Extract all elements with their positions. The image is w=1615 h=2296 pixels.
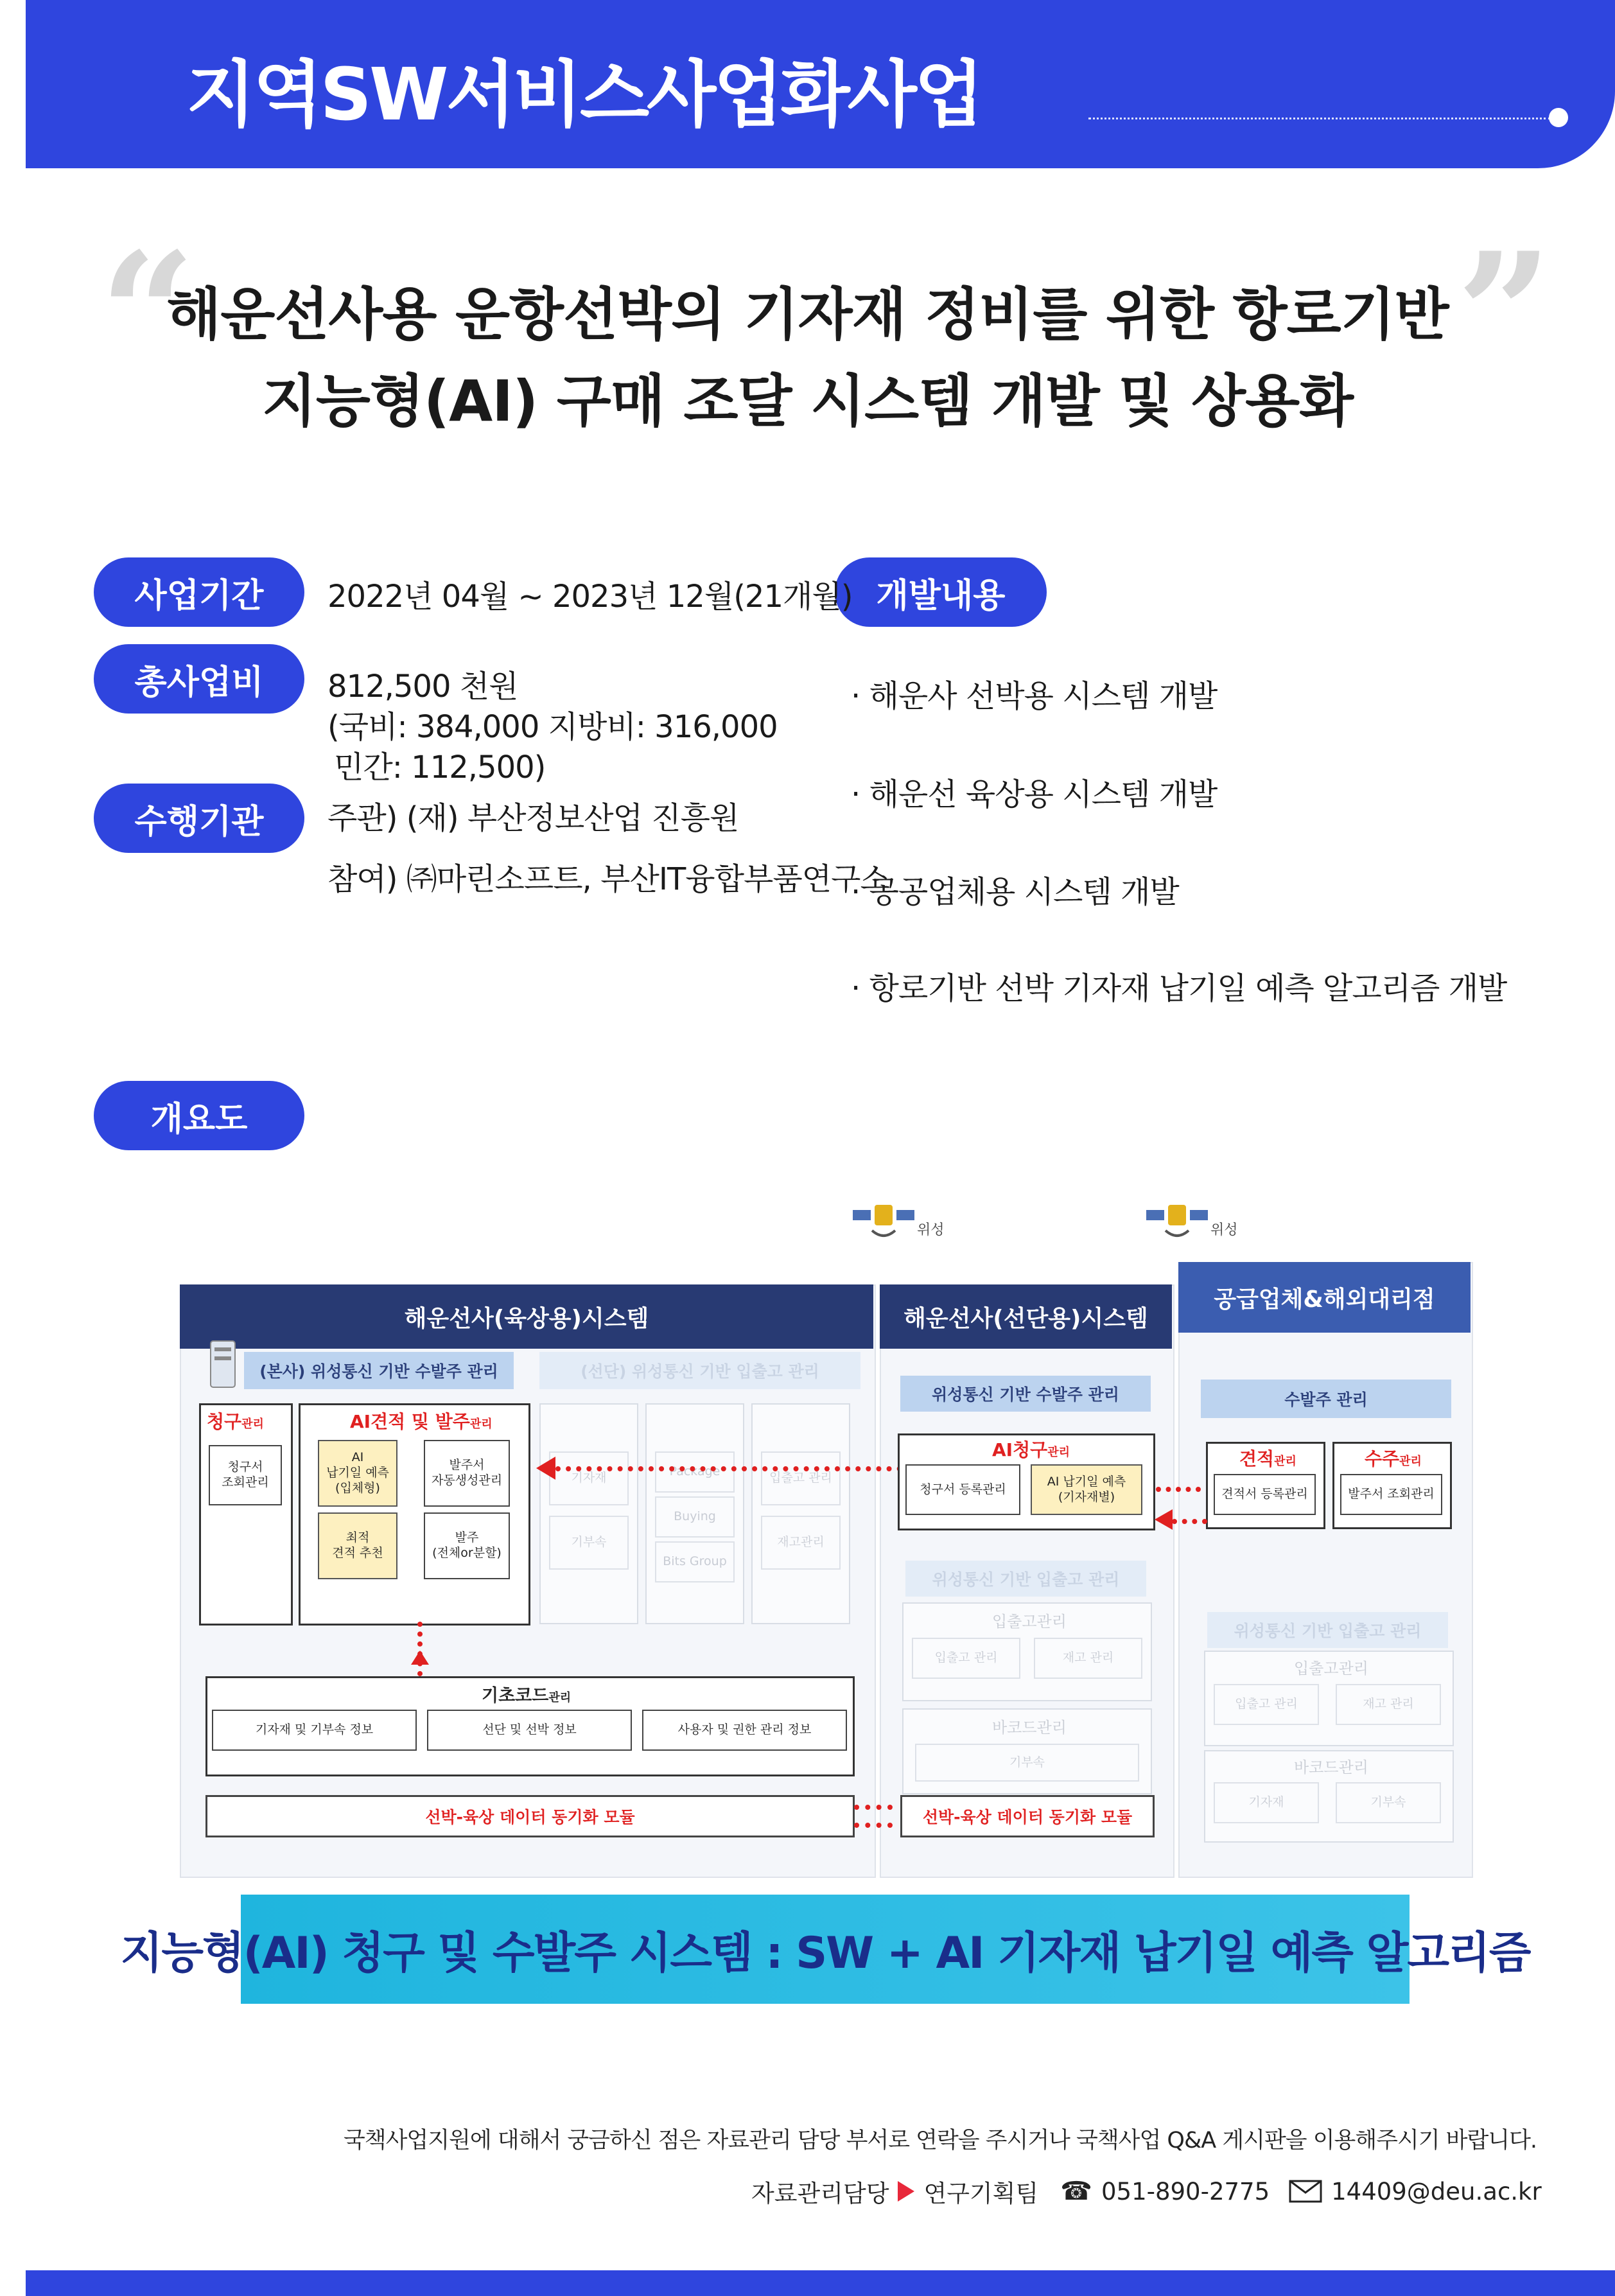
satellite-icon <box>853 1201 914 1241</box>
faint-column <box>539 1403 638 1624</box>
mail-icon <box>1289 2180 1322 2203</box>
supplier-sub-header: 수발주 관리 <box>1201 1380 1451 1418</box>
claim-label: 청구관리 <box>207 1411 264 1432</box>
header-dotted-line <box>1088 118 1551 119</box>
faint-item: 입출고 관리 <box>761 1451 841 1505</box>
budget-detail-2: 민간: 112,500) <box>334 749 546 785</box>
label-budget: 총사업비 <box>94 644 304 714</box>
supplier-arrow <box>1172 1519 1207 1524</box>
land-system-title: 해운선사(육상용)시스템 <box>180 1284 873 1349</box>
supplier-arrow <box>1156 1487 1201 1492</box>
inout-label: 입출고관리 <box>992 1613 1067 1631</box>
order-item-recv: 발주서 조회관리 <box>1340 1474 1442 1515</box>
claim-register-item: 청구서 등록관리 <box>905 1464 1020 1515</box>
dev-item: · 공공업체용 시스템 개발 <box>851 874 1179 910</box>
satellite-label: 위성 <box>917 1222 945 1238</box>
dev-item: · 항로기반 선박 기자재 납기일 예측 알고리즘 개발 <box>851 970 1507 1006</box>
label-overview: 개요도 <box>94 1081 304 1150</box>
ship-faint-sub-header: 위성통신 기반 입출고 관리 <box>905 1561 1146 1597</box>
order-item: 발주 (전체or분할) <box>424 1512 510 1579</box>
basecode-item: 사용자 및 권한 관리 정보 <box>642 1710 847 1751</box>
summary-banner: 지능형(AI) 청구 및 수발주 시스템 : SW + AI 기자재 납기일 예측 알고리즘 <box>241 1895 1410 2004</box>
header-title: 지역SW서비스사업화사업 <box>186 53 982 137</box>
faint-item: Package <box>655 1451 735 1493</box>
ship-sub-header: 위성통신 기반 수발주 관리 <box>900 1376 1151 1412</box>
supplier-faint-sub-header: 위성통신 기반 입출고 관리 <box>1207 1612 1448 1648</box>
budget-detail-1: (국비: 384,000 지방비: 316,000 <box>327 709 778 745</box>
contact-email[interactable]: 14409@deu.ac.kr <box>1331 2177 1542 2205</box>
arrow-head-left-icon <box>536 1457 555 1480</box>
sup-inout-item: 입출고 관리 <box>1214 1684 1319 1725</box>
sup-barcode-label: 바코드관리 <box>1294 1758 1368 1776</box>
arrow-right-icon <box>898 2181 914 2202</box>
open-quote-icon: “ <box>100 216 196 412</box>
footer-note: 국책사업지원에 대해서 궁금하신 점은 자료관리 담당 부서로 연락을 주시거나 국책사업 Q&A 게시판을 이용해주시기 바랍니다. <box>344 2128 1537 2153</box>
optimal-quote-item: 최적 견적 추천 <box>318 1512 397 1579</box>
sup-inout-label: 입출고관리 <box>1294 1660 1368 1678</box>
quote-item: 견적서 등록관리 <box>1214 1474 1316 1515</box>
quote-label: 견적관리 <box>1239 1448 1296 1469</box>
faint-item: 기자재 <box>549 1451 629 1505</box>
ship-sync-module: 선박-육상 데이터 동기화 모듈 <box>900 1795 1155 1837</box>
org-participants: 참여) ㈜마린소프트, 부산IT융합부품연구소 <box>327 861 889 897</box>
sup-barcode-item: 기부속 <box>1336 1782 1441 1823</box>
claim-box <box>199 1403 293 1626</box>
title-line-1: 해운선사용 운항선박의 기자재 정비를 위한 항로기반 <box>166 281 1449 347</box>
server-icon <box>207 1338 239 1390</box>
order-recv-label: 수주관리 <box>1365 1448 1422 1469</box>
arrow-head-up-icon <box>411 1651 429 1665</box>
land-sync-module: 선박-육상 데이터 동기화 모듈 <box>205 1795 855 1837</box>
claim-item: 청구서 조회관리 <box>209 1445 282 1505</box>
contact-phone[interactable]: 051-890-2775 <box>1101 2177 1270 2205</box>
contact-label: 자료관리담당 <box>751 2180 889 2207</box>
sync-arrow <box>854 1805 893 1810</box>
org-main: 주관) (재) 부산정보산업 진흥원 <box>327 800 739 836</box>
faint-item: Bits Group <box>655 1541 735 1582</box>
basecode-label: 기초코드관리 <box>482 1686 572 1706</box>
arrow-head-left-icon <box>1155 1509 1173 1530</box>
faint-item: 기부속 <box>549 1516 629 1570</box>
ai-predict-item: AI 납기일 예측 (입체형) <box>318 1440 397 1507</box>
sync-arrow <box>854 1823 893 1828</box>
sup-inout-item: 재고 관리 <box>1336 1684 1441 1725</box>
phone-icon: ☎ <box>1060 2177 1092 2206</box>
satellite-icon <box>1146 1201 1208 1241</box>
header-dot <box>1549 108 1568 127</box>
arrow-up <box>417 1622 423 1676</box>
barcode-label: 바코드관리 <box>992 1719 1067 1737</box>
inout-item: 입출고 관리 <box>912 1638 1020 1679</box>
dev-item: · 해운선 육상용 시스템 개발 <box>851 776 1218 812</box>
overview-diagram <box>180 1201 1471 1888</box>
ai-claim-label: AI청구관리 <box>992 1439 1070 1460</box>
footer-contact <box>751 2174 1542 2209</box>
ship-system-title: 해운선사(선단용)시스템 <box>880 1284 1172 1349</box>
satellite-label: 위성 <box>1210 1222 1238 1238</box>
dev-item: · 해운사 선박용 시스템 개발 <box>851 678 1218 714</box>
po-auto-item: 발주서 자동생성관리 <box>424 1440 510 1507</box>
supplier-system-title: 공급업체&해외대리점 <box>1178 1262 1471 1333</box>
land-sub-header-faint: (선단) 위성통신 기반 입출고 관리 <box>539 1352 860 1389</box>
ai-predict-ship-item: AI 납기일 예측 (기자재별) <box>1031 1464 1142 1515</box>
faint-item: Buying <box>655 1496 735 1538</box>
barcode-item: 기부속 <box>915 1744 1139 1782</box>
budget-total: 812,500 천원 <box>327 669 518 705</box>
basecode-item: 기자재 및 기부속 정보 <box>212 1710 417 1751</box>
inout-item: 재고 관리 <box>1034 1638 1142 1679</box>
contact-dept: 연구기획팀 <box>923 2180 1039 2207</box>
arrow-left-dotted <box>555 1466 902 1471</box>
faint-column <box>751 1403 850 1624</box>
faint-item: 재고관리 <box>761 1516 841 1570</box>
ai-quote-label: AI견적 및 발주관리 <box>350 1411 493 1432</box>
land-sub-header: (본사) 위성통신 기반 수발주 관리 <box>244 1352 514 1389</box>
basecode-item: 선단 및 선박 정보 <box>427 1710 632 1751</box>
label-dev: 개발내용 <box>835 557 1047 627</box>
label-org: 수행기관 <box>94 784 304 853</box>
footer-bar <box>26 2270 1615 2296</box>
title-line-2: 지능형(AI) 구매 조달 시스템 개발 및 상용화 <box>261 368 1354 434</box>
label-period: 사업기간 <box>94 557 304 627</box>
close-quote-icon: ” <box>1456 216 1553 412</box>
sup-barcode-item: 기자재 <box>1214 1782 1319 1823</box>
period-value: 2022년 04월 ~ 2023년 12월(21개월) <box>327 579 853 615</box>
